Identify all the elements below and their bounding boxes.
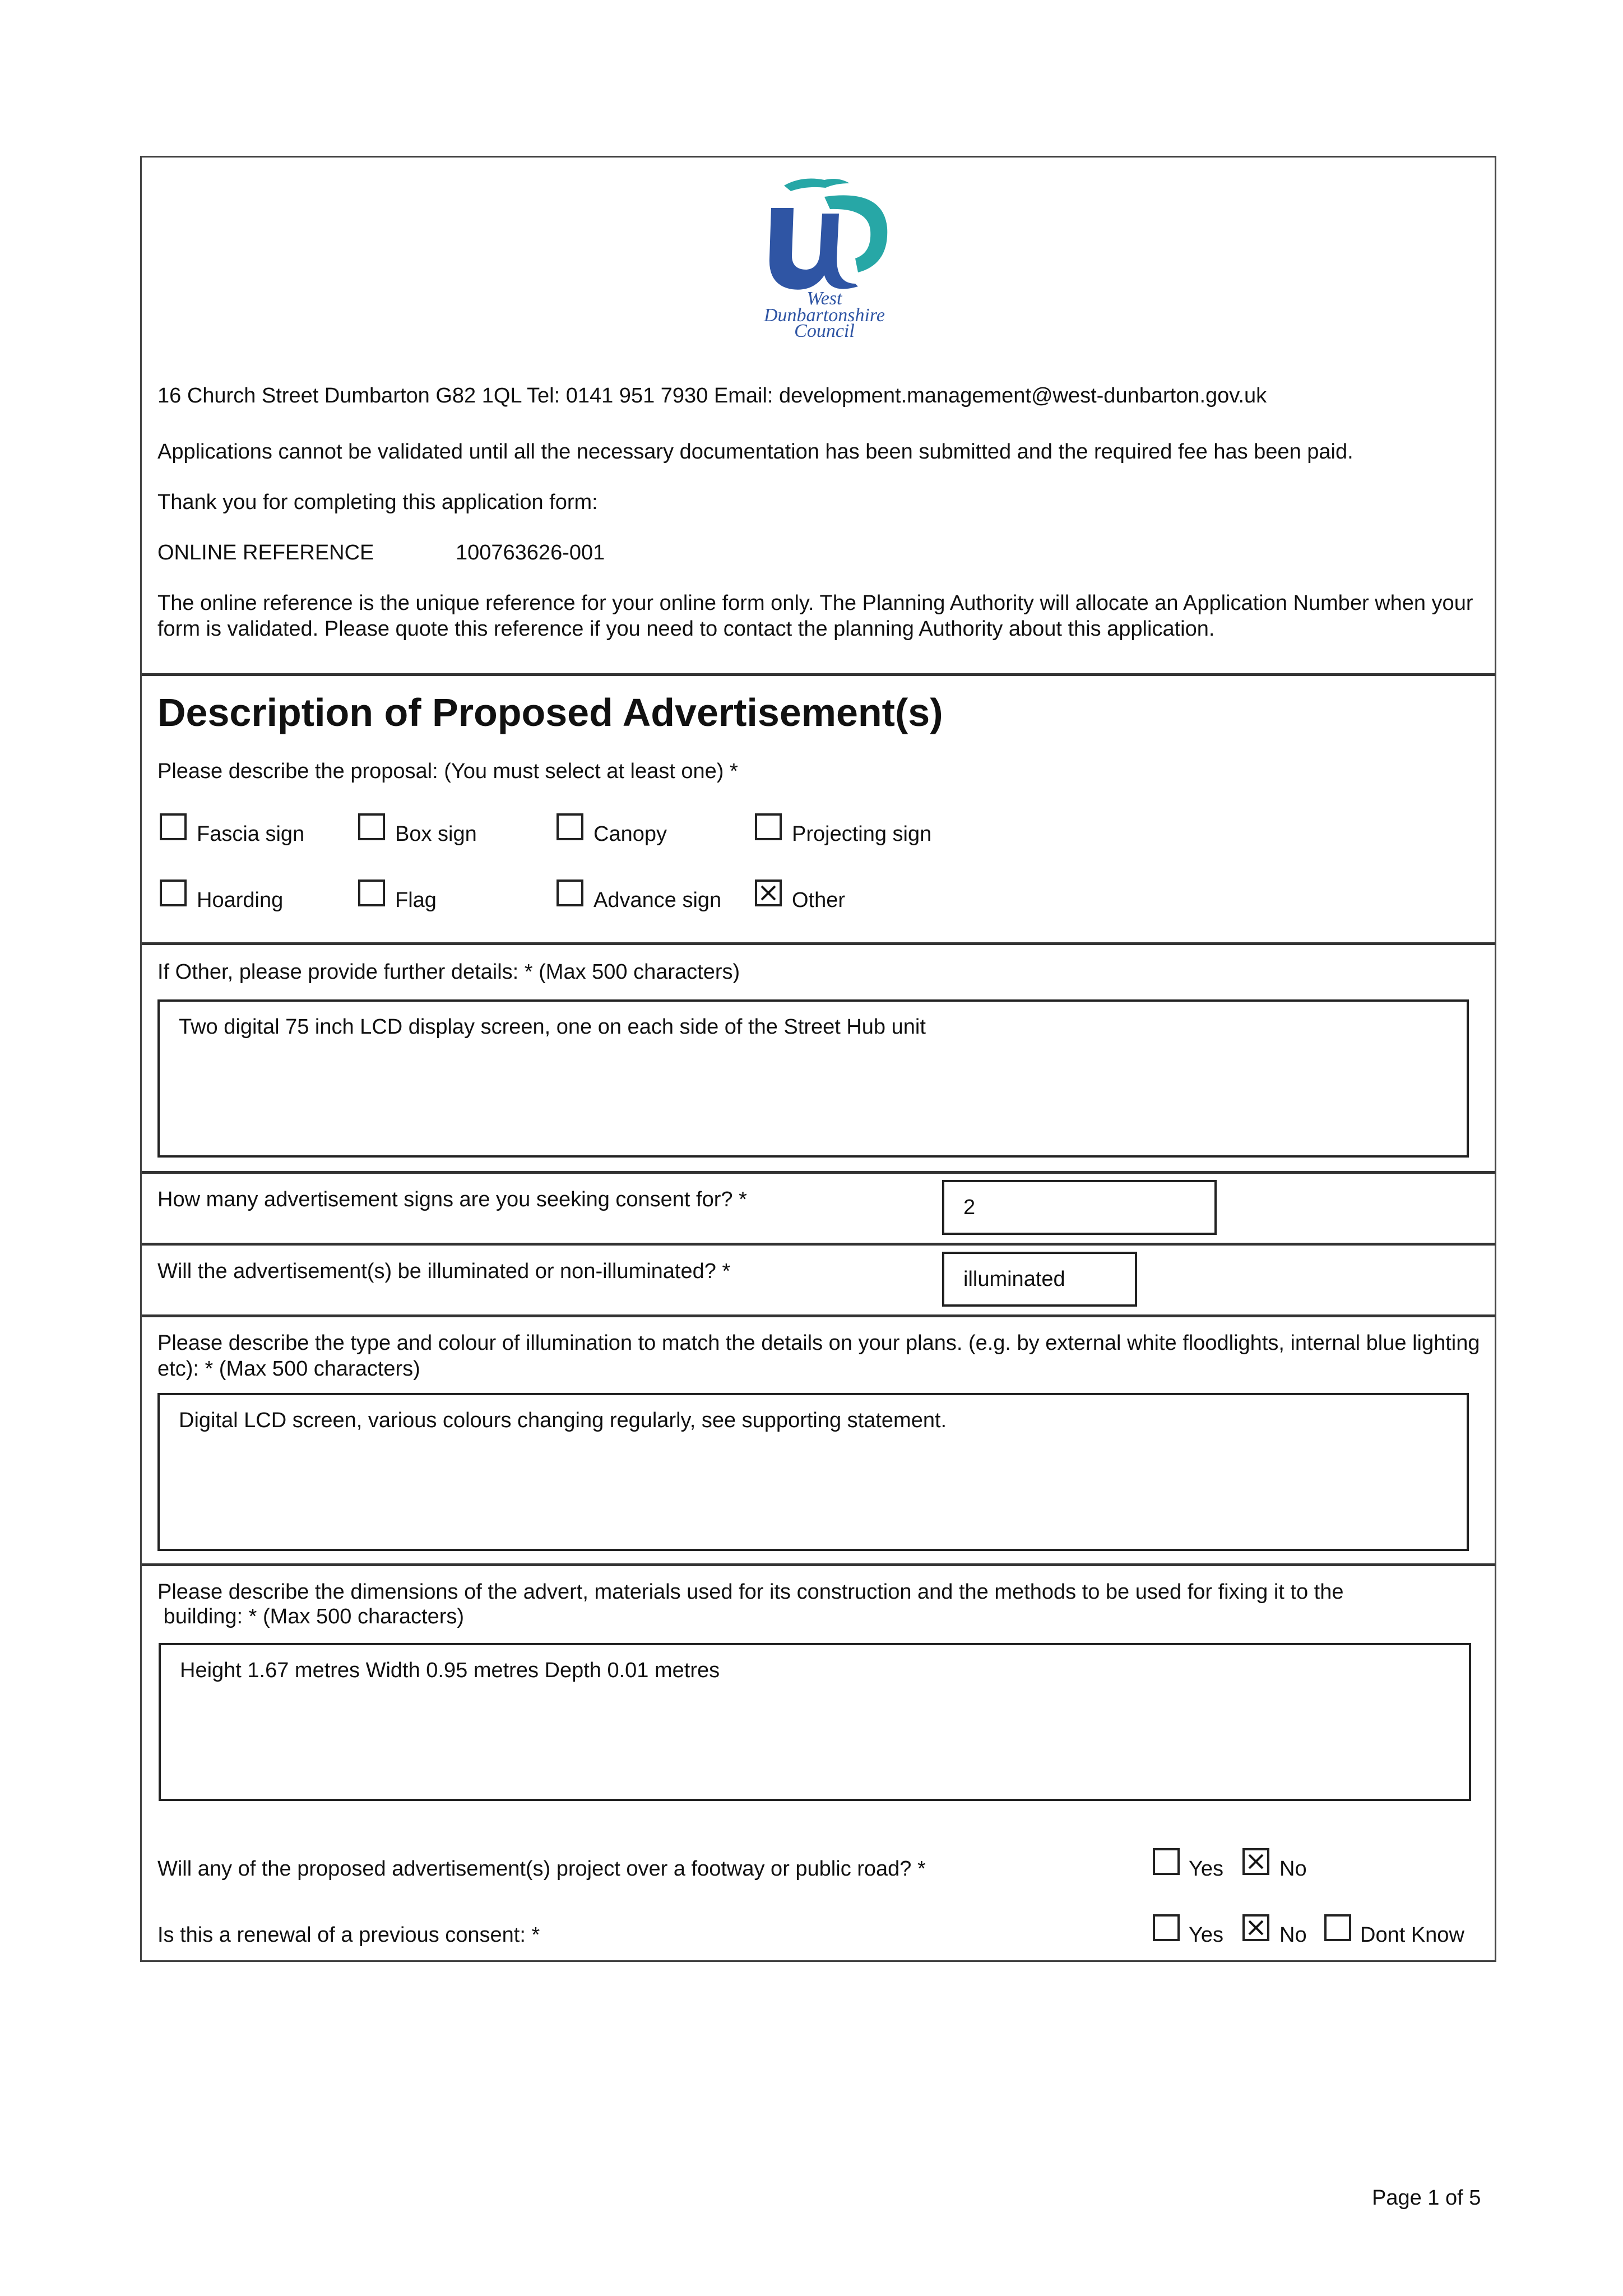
divider xyxy=(142,1563,1495,1566)
radio-label-renewal-yes: Yes xyxy=(1189,1923,1223,1947)
logo-blue-w xyxy=(769,208,858,290)
checkbox-other[interactable] xyxy=(755,879,782,906)
checkbox-label-advance-sign: Advance sign xyxy=(593,888,722,912)
checkbox-label-canopy: Canopy xyxy=(593,822,667,846)
radio-label-footway-no: No xyxy=(1279,1857,1307,1881)
logo-line-2: Dunbartonshire xyxy=(764,305,885,326)
radio-renewal-no[interactable] xyxy=(1242,1914,1269,1941)
page-number: Page 1 of 5 xyxy=(1372,2186,1481,2210)
other-details-value: Two digital 75 inch LCD display screen, one on each side of the Street Hub unit xyxy=(179,1015,926,1039)
checked-x-icon xyxy=(761,885,776,901)
illumination-type-question: Please describe the type and colour of illumination to match the details on your plans. (e.g. by external white floodlights, internal blue lighting etc): * (Max 500 characters) xyxy=(157,1331,1480,1381)
illumination-question: Will the advertisement(s) be illuminated or non-illuminated? * xyxy=(157,1260,731,1283)
reference-note: The online reference is the unique reference for your online form only. The Planning Authority will allocate an Application Number when your form is validated. Please quote this reference if you need to contact the planning Authority about this application. xyxy=(157,591,1473,641)
other-details-question: If Other, please provide further details: * (Max 500 characters) xyxy=(157,960,740,984)
checkbox-advance-sign[interactable] xyxy=(557,879,583,906)
dimensions-textarea[interactable] xyxy=(159,1643,1471,1801)
checkbox-canopy[interactable] xyxy=(557,813,583,840)
illumination-type-textarea[interactable] xyxy=(157,1393,1469,1551)
contact-details: 16 Church Street Dumbarton G82 1QL Tel: 0141 951 7930 Email: development.management@west-dunbarton.gov.uk xyxy=(157,384,1267,408)
divider xyxy=(142,673,1495,676)
checkbox-hoarding[interactable] xyxy=(160,879,187,906)
checkbox-projecting-sign[interactable] xyxy=(755,813,782,840)
online-reference-label: ONLINE REFERENCE xyxy=(157,541,374,564)
footway-question: Will any of the proposed advertisement(s) project over a footway or public road? * xyxy=(157,1857,926,1881)
dimensions-value: Height 1.67 metres Width 0.95 metres Depth 0.01 metres xyxy=(180,1659,720,1682)
logo-line-1: West xyxy=(806,288,842,309)
online-reference-value: 100763626-001 xyxy=(456,541,605,564)
logo-teal-crest xyxy=(784,179,850,191)
radio-footway-no[interactable] xyxy=(1242,1848,1269,1875)
checkbox-flag[interactable] xyxy=(358,879,385,906)
radio-label-footway-yes: Yes xyxy=(1189,1857,1223,1881)
radio-footway-yes[interactable] xyxy=(1153,1848,1180,1875)
divider xyxy=(142,1243,1495,1246)
radio-renewal-yes[interactable] xyxy=(1153,1914,1180,1941)
checkbox-box-sign[interactable] xyxy=(358,813,385,840)
proposal-prompt: Please describe the proposal: (You must select at least one) * xyxy=(157,760,738,783)
checkbox-label-projecting-sign: Projecting sign xyxy=(792,822,932,846)
checkbox-label-fascia-sign: Fascia sign xyxy=(197,822,305,846)
radio-label-renewal-dont-know: Dont Know xyxy=(1360,1923,1464,1947)
illumination-value: illuminated xyxy=(963,1267,1065,1291)
logo-line-3: Council xyxy=(794,321,855,337)
checkbox-label-other: Other xyxy=(792,888,846,912)
council-logo xyxy=(740,174,908,337)
illumination-type-value: Digital LCD screen, various colours changing regularly, see supporting statement. xyxy=(179,1409,947,1432)
radio-renewal-dont-know[interactable] xyxy=(1324,1914,1351,1941)
sign-count-value: 2 xyxy=(963,1196,976,1219)
checked-x-icon xyxy=(1248,1854,1264,1869)
sign-count-field[interactable] xyxy=(942,1180,1217,1235)
radio-label-renewal-no: No xyxy=(1279,1923,1307,1947)
checkbox-label-flag: Flag xyxy=(395,888,437,912)
illumination-field[interactable] xyxy=(942,1252,1137,1307)
sign-count-question: How many advertisement signs are you seeking consent for? * xyxy=(157,1188,747,1211)
thank-you-note: Thank you for completing this application form: xyxy=(157,490,598,514)
validation-note: Applications cannot be validated until all the necessary documentation has been submitted and the required fee has been paid. xyxy=(157,440,1353,464)
checkbox-label-hoarding: Hoarding xyxy=(197,888,284,912)
section-title: Description of Proposed Advertisement(s) xyxy=(157,691,943,734)
checkbox-fascia-sign[interactable] xyxy=(160,813,187,840)
checkbox-label-box-sign: Box sign xyxy=(395,822,477,846)
dimensions-question-line-2: building: * (Max 500 characters) xyxy=(157,1605,465,1628)
renewal-question: Is this a renewal of a previous consent: * xyxy=(157,1923,540,1947)
dimensions-question-line-1: Please describe the dimensions of the advert, materials used for its construction and the methods to be used for fixing it to the xyxy=(157,1580,1344,1604)
application-form-frame xyxy=(140,156,1496,1962)
divider xyxy=(142,1314,1495,1317)
checked-x-icon xyxy=(1248,1920,1264,1936)
divider xyxy=(142,942,1495,945)
other-details-textarea[interactable] xyxy=(157,999,1469,1158)
divider xyxy=(142,1171,1495,1174)
